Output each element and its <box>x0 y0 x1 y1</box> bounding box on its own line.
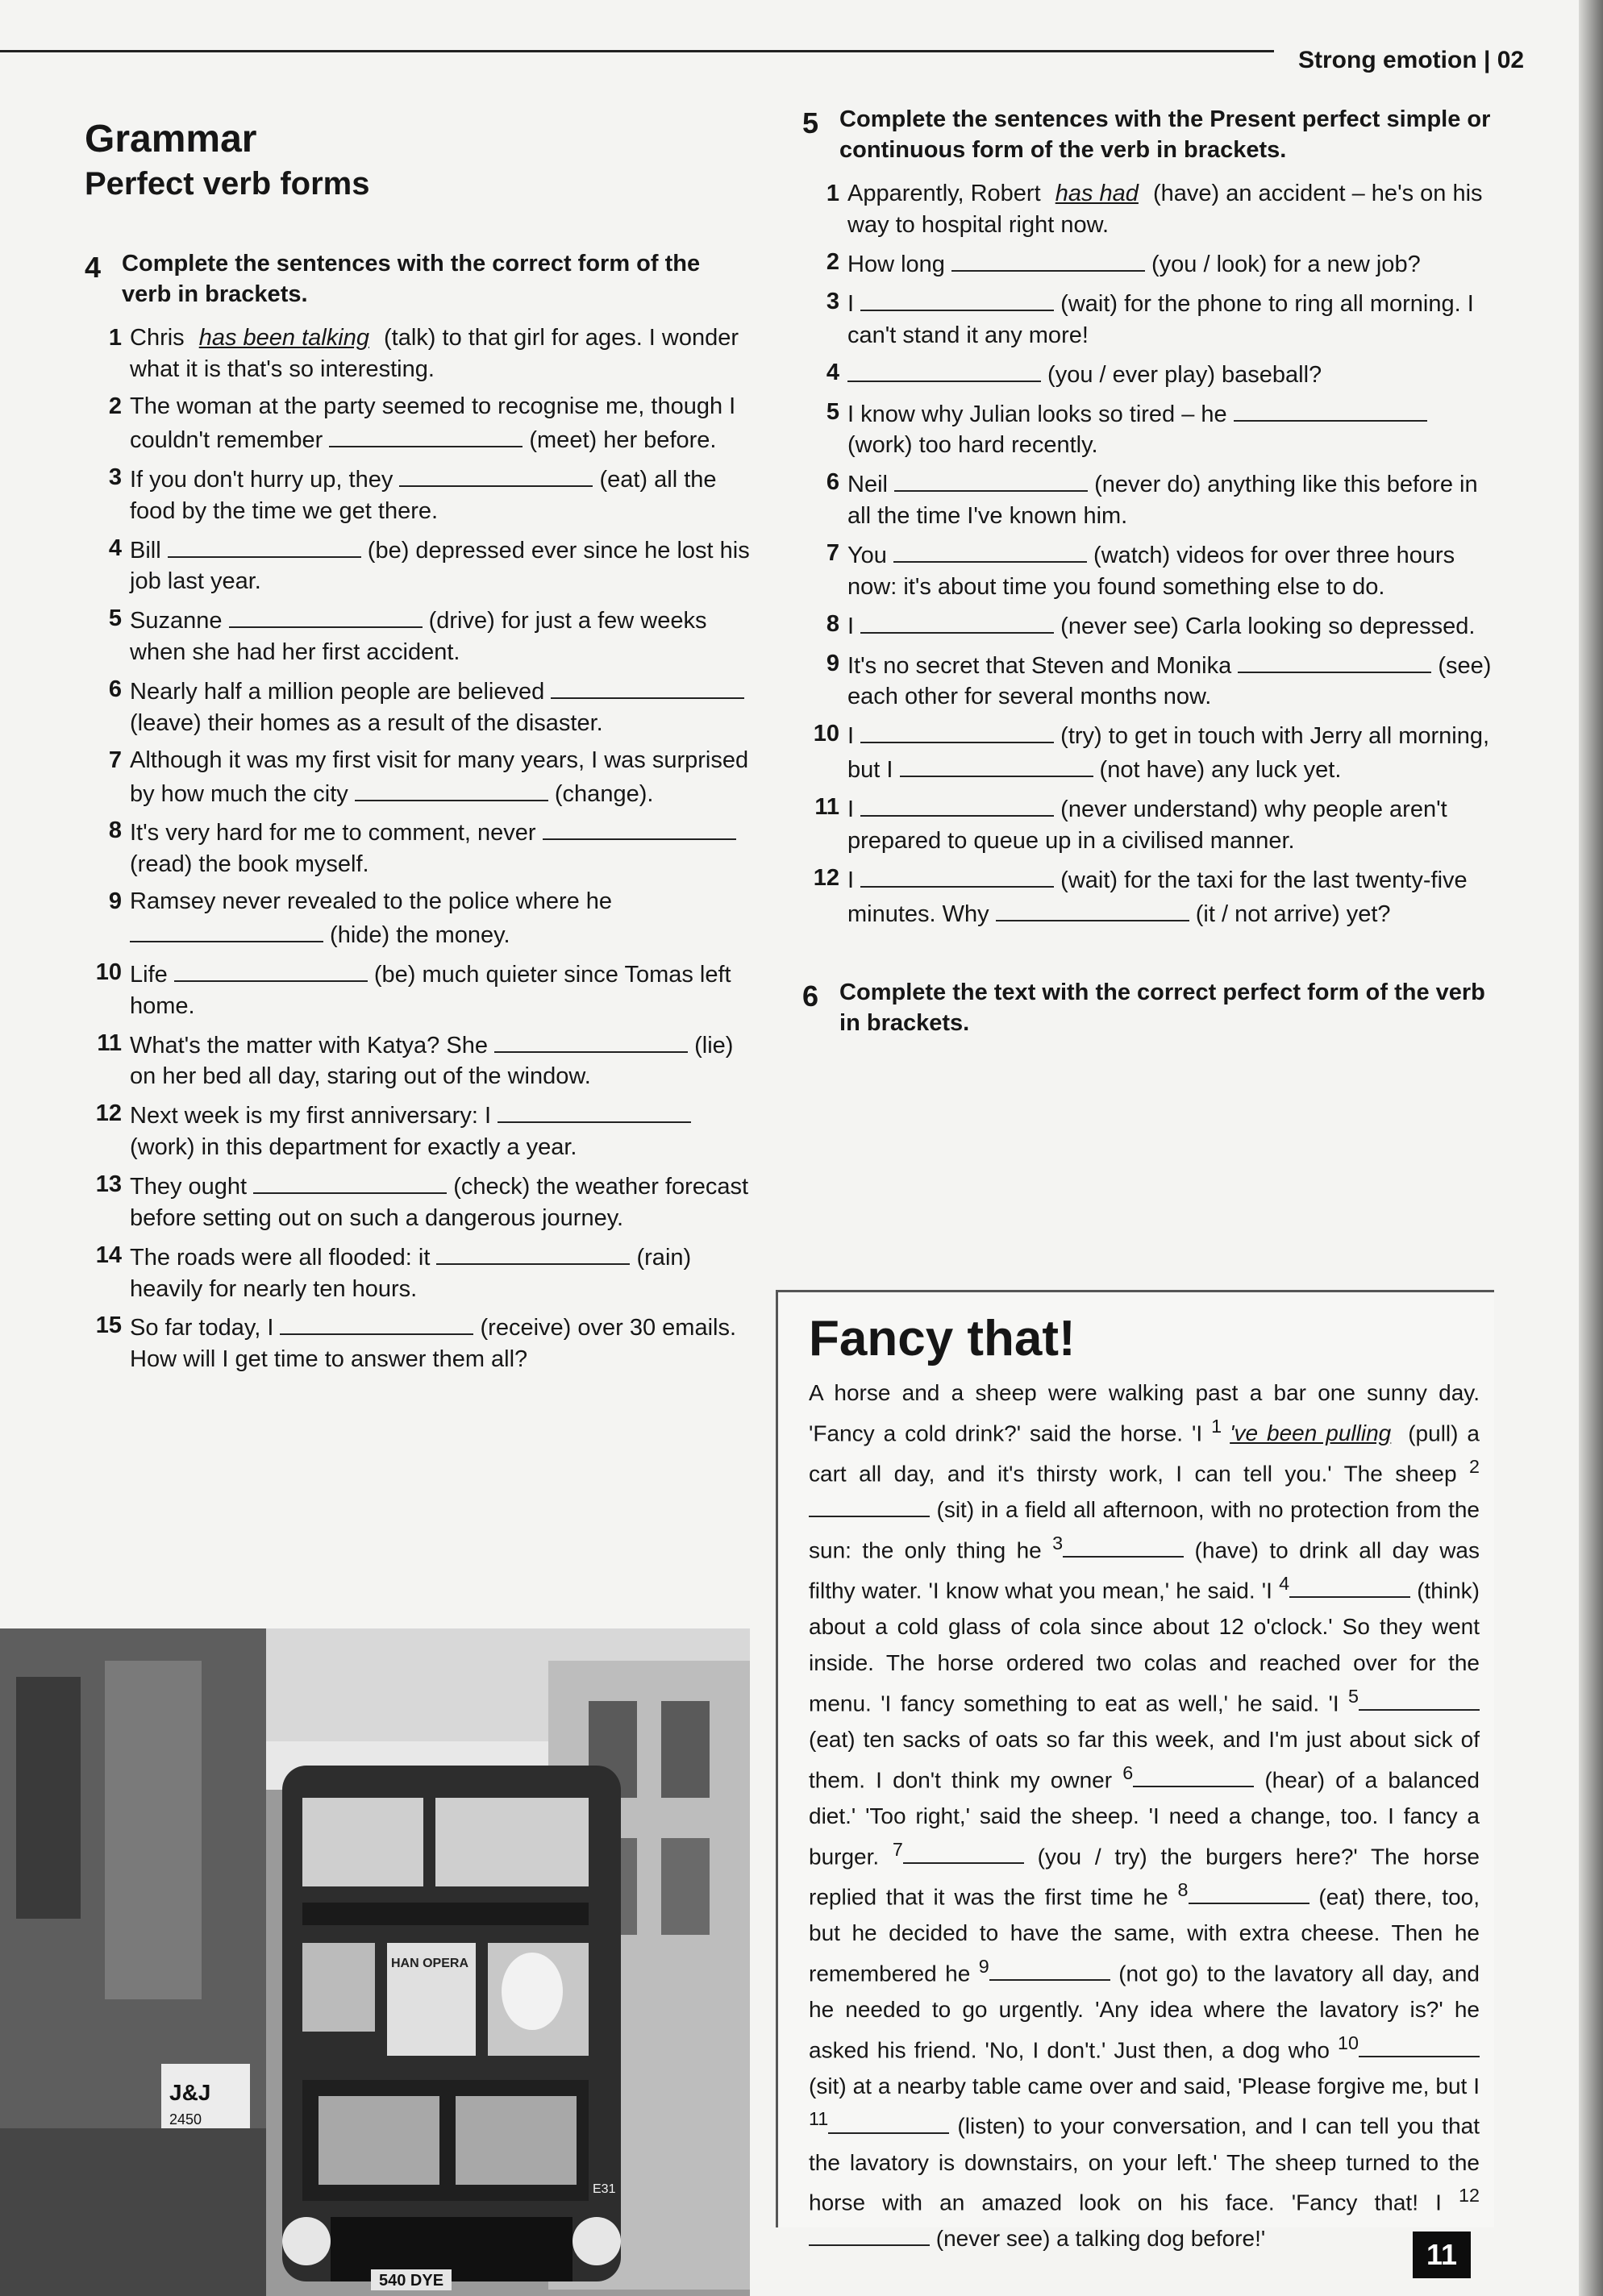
item-text-end: (check) the weather forecast before setting out on such a dangerous journey. <box>130 1174 749 1231</box>
answer-blank[interactable] <box>847 357 1041 382</box>
list-item <box>802 718 1496 786</box>
item-number: 9 <box>108 888 122 915</box>
list-item <box>802 286 1496 351</box>
item-text-end: (leave) their homes as a result of the disaster. <box>130 709 603 736</box>
item-text-end: (have) an accident – he's on his way to hospital right now. <box>847 181 1483 239</box>
item-text-end: (change). <box>548 780 654 807</box>
item-text-end: (hide) the money. <box>323 921 510 948</box>
item-text <box>847 538 1496 603</box>
grammar-heading: Grammar <box>85 118 257 160</box>
gap-number: 7 <box>892 1838 903 1860</box>
item-text-start: You <box>847 542 893 568</box>
list-item <box>802 357 1496 391</box>
list-item <box>85 1169 754 1234</box>
item-text-start: Bill <box>130 537 168 564</box>
story-text-segment: (never see) a talking dog before!' <box>930 2226 1266 2252</box>
item-text-start: Next week is my first anniversary: I <box>130 1103 498 1129</box>
item-text-start: Apparently, Robert <box>847 181 1047 207</box>
answer-blank[interactable] <box>399 462 593 487</box>
item-text <box>130 603 754 668</box>
item-text-middle: (wait) for the taxi for the last twenty-five minutes. Why <box>847 867 1468 927</box>
list-item <box>85 674 754 739</box>
exercise-6-number: 6 <box>802 980 819 1013</box>
item-text-start: What's the matter with Katya? She <box>130 1032 495 1059</box>
list-item <box>85 1310 754 1375</box>
item-text-start: It's very hard for me to comment, never <box>130 820 543 846</box>
answer-blank[interactable] <box>498 1098 691 1123</box>
gap-number: 8 <box>1177 1878 1189 1900</box>
list-item <box>85 815 754 880</box>
list-item <box>85 1240 754 1305</box>
item-text <box>847 357 1496 391</box>
exercise-5-items <box>802 178 1496 930</box>
gap-number: 11 <box>809 2108 829 2130</box>
list-item <box>85 957 754 1022</box>
item-text-start: Neil <box>847 472 895 498</box>
gap-number: 5 <box>1348 1685 1359 1707</box>
shop-sign: J&J <box>169 2080 211 2105</box>
answer-blank[interactable] <box>1189 1880 1309 1904</box>
answer-blank[interactable] <box>893 538 1087 563</box>
bus-plate: 540 DYE <box>379 2272 444 2290</box>
item-number: 4 <box>108 534 122 561</box>
item-text-start: Suzanne <box>130 608 229 634</box>
item-text-end: (wait) for the phone to ring all morning. I can't stand it any more! <box>847 290 1474 348</box>
item-text-start: I <box>847 290 861 317</box>
answer-blank[interactable] <box>130 917 323 942</box>
item-text <box>130 391 754 456</box>
item-number: 5 <box>826 398 839 425</box>
item-text-end: (meet) her before. <box>523 426 717 453</box>
item-text <box>847 247 1496 281</box>
list-item <box>85 745 754 810</box>
story-text-segment: (you / try) the burgers here?' The horse replied that it was the first time he <box>809 1843 1480 1909</box>
item-text-end: (see) each other for several months now. <box>847 652 1492 710</box>
item-text-start: If you don't hurry up, they <box>130 466 400 493</box>
item-text <box>847 397 1496 462</box>
gap-number: 9 <box>978 1955 989 1977</box>
item-number: 6 <box>108 676 122 702</box>
item-text-start: Chris <box>130 325 191 351</box>
answer-blank[interactable] <box>543 815 736 840</box>
story-text-segment: (sit) in a field all afternoon, with no protection from the sun: the only thing he <box>809 1497 1480 1563</box>
item-text-start: They ought <box>130 1174 254 1200</box>
story-text-segment: (eat) ten sacks of oats so far this week, and I'm just about sick of them. I don't think my owner <box>809 1726 1480 1792</box>
exercise-5-heading <box>802 105 1496 165</box>
item-text <box>847 467 1496 532</box>
item-text-start: Ramsey never revealed to the police where he <box>130 888 613 915</box>
item-number: 2 <box>108 393 122 420</box>
example-answer: has had <box>1055 181 1139 207</box>
item-text-end: (eat) all the food by the time we get there. <box>130 466 717 524</box>
header-rule <box>0 50 1274 52</box>
item-text-start: I <box>847 613 861 639</box>
item-number: 13 <box>95 1171 122 1197</box>
gap-number: 6 <box>1122 1762 1134 1783</box>
story-text-segment: (sit) at a nearby table came over and said, 'Please forgive me, but I <box>809 2073 1480 2098</box>
item-number: 3 <box>826 288 839 314</box>
answer-blank[interactable] <box>1289 1574 1410 1598</box>
item-text <box>130 1310 754 1375</box>
exercise-5-instruction: Complete the sentences with the Present perfect simple or continuous form of the verb in brackets. <box>839 106 1491 163</box>
item-text-end: (watch) videos for over three hours now: it's about time you found something else to do. <box>847 542 1455 600</box>
item-text-start: The roads were all flooded: it <box>130 1244 437 1271</box>
item-text-end: (be) depressed ever since he lost his job last year. <box>130 537 750 595</box>
item-text <box>130 533 754 598</box>
page-edge-shadow <box>1579 0 1603 2296</box>
item-number: 14 <box>95 1242 122 1268</box>
item-number: 11 <box>814 793 839 820</box>
item-text <box>130 886 754 951</box>
item-number: 8 <box>826 610 839 637</box>
london-bus-photo <box>0 1628 750 2296</box>
theatre-poster-text: HAN OPERA <box>391 1957 469 1970</box>
left-column <box>85 117 754 1381</box>
exercise-6-heading <box>802 978 1496 1038</box>
item-number: 2 <box>826 249 839 276</box>
item-text <box>130 1098 754 1163</box>
list-item <box>85 1028 754 1093</box>
item-text-end: (never understand) why people aren't prepared to queue up in a civilised manner. <box>847 796 1447 854</box>
item-text-start: It's no secret that Steven and Monika <box>847 652 1239 679</box>
answer-blank[interactable] <box>894 467 1088 492</box>
exercise-5-number: 5 <box>802 106 819 139</box>
answer-blank[interactable] <box>860 863 1054 888</box>
answer-blank[interactable] <box>1234 397 1427 422</box>
item-text-start: I <box>847 867 861 893</box>
item-text <box>130 815 754 880</box>
list-item <box>802 609 1496 643</box>
list-item <box>802 792 1496 857</box>
item-text-end: (read) the book myself. <box>130 851 369 878</box>
page-number: 11 <box>1413 2232 1471 2278</box>
list-item <box>85 886 754 951</box>
item-text <box>847 792 1496 857</box>
item-text-end: (receive) over 30 emails. How will I get time to answer them all? <box>130 1315 737 1373</box>
item-number: 6 <box>826 469 839 496</box>
item-text <box>847 863 1496 930</box>
answer-blank[interactable] <box>860 609 1054 634</box>
answer-blank[interactable] <box>951 247 1145 272</box>
gap-number: 2 <box>1469 1455 1480 1477</box>
item-text-end: (not have) any luck yet. <box>1093 757 1342 784</box>
item-text-start: How long <box>847 252 951 278</box>
item-number: 10 <box>813 721 839 747</box>
header-title: Strong emotion | 02 <box>1298 47 1525 73</box>
item-text <box>130 745 754 810</box>
list-item <box>802 178 1496 241</box>
list-item <box>85 1098 754 1163</box>
story-box <box>776 1290 1494 2252</box>
item-number: 7 <box>826 539 839 566</box>
story-text <box>809 1375 1480 2257</box>
item-text-end: (you / look) for a new job? <box>1144 252 1421 278</box>
item-text-start: Nearly half a million people are believed <box>130 678 552 705</box>
list-item <box>802 397 1496 462</box>
answer-blank[interactable] <box>860 792 1054 817</box>
story-text-segment: (think) about a cold glass of cola since about 12 o'clock.' So they went inside. The horse ordered two colas and reached over for the menu. 'I fancy something to eat as well,' he said. 'I <box>809 1578 1480 1716</box>
item-text-end: (drive) for just a few weeks when she had her first accident. <box>130 608 707 666</box>
answer-blank[interactable] <box>494 1028 688 1053</box>
answer-blank[interactable] <box>1359 1687 1480 1711</box>
list-item <box>85 322 754 385</box>
answer-blank[interactable] <box>1133 1763 1254 1787</box>
exercise-4-items <box>85 322 754 1375</box>
item-text <box>130 322 754 385</box>
item-text-end: (be) much quieter since Tomas left home. <box>130 961 731 1019</box>
answer-blank[interactable] <box>1063 1533 1184 1558</box>
item-text-end: (rain) heavily for nearly ten hours. <box>130 1244 692 1302</box>
item-text-start: Although it was my first visit for many years, I was surprised by how much the city <box>130 747 749 807</box>
exercise-6-instruction: Complete the text with the correct perfect form of the verb in brackets. <box>839 980 1485 1037</box>
item-text-start: I know why Julian looks so tired – he <box>847 401 1234 427</box>
item-number: 7 <box>108 747 122 773</box>
exercise-4-number: 4 <box>85 251 102 284</box>
gap-number: 4 <box>1279 1572 1290 1594</box>
item-text <box>130 674 754 739</box>
story-text-segment: (eat) there, too, but he decided to have the same, with extra cheese. Then he remembered he <box>809 1883 1480 1986</box>
item-number: 8 <box>108 817 122 844</box>
item-number: 10 <box>95 959 122 985</box>
answer-blank[interactable] <box>828 2110 949 2134</box>
gap-number: 10 <box>1338 2032 1359 2053</box>
item-text-end: (talk) to that girl for ages. I wonder what it is that's so interesting. <box>130 325 739 383</box>
item-number: 12 <box>95 1100 122 1127</box>
gap-number: 12 <box>1459 2185 1480 2207</box>
item-number: 12 <box>813 864 839 891</box>
gap-number: 3 <box>1052 1532 1064 1554</box>
answer-blank[interactable] <box>860 286 1054 311</box>
list-item <box>85 533 754 598</box>
exercise-4-heading <box>85 249 754 310</box>
item-text <box>130 1028 754 1093</box>
item-text-start: I <box>847 723 861 750</box>
bus-side-number: E31 <box>593 2182 616 2196</box>
item-number: 11 <box>97 1029 122 1056</box>
example-answer: has been talking <box>198 325 369 351</box>
item-text-start: So far today, I <box>130 1315 281 1341</box>
list-item <box>85 603 754 668</box>
answer-blank[interactable] <box>809 2222 930 2246</box>
answer-blank[interactable] <box>436 1240 630 1265</box>
story-text-segment: (hear) of a balanced diet.' 'Too right,' said the sheep. 'I need a change, too. I fancy a burger. <box>809 1766 1480 1869</box>
list-item <box>802 863 1496 930</box>
item-number: 1 <box>108 325 122 351</box>
item-text <box>130 1240 754 1305</box>
item-number: 4 <box>826 359 839 385</box>
right-column <box>802 105 1496 1039</box>
list-item <box>802 538 1496 603</box>
answer-blank[interactable] <box>1238 648 1431 673</box>
item-number: 5 <box>108 605 122 632</box>
item-text <box>130 1169 754 1234</box>
story-text-segment: (have) to drink all day was filthy water. 'I know what you mean,' he said. 'I <box>809 1537 1480 1603</box>
gap-number: 1 <box>1211 1415 1222 1437</box>
story-text-segment: (not go) to the lavatory all day, and he needed to go urgently. 'Any idea where the lavatory is?' he asked his friend. 'No, I don't.' Just then, a dog who <box>809 1960 1480 2062</box>
answer-blank[interactable] <box>355 776 548 801</box>
item-text <box>847 718 1496 786</box>
list-item <box>802 247 1496 281</box>
list-item <box>802 648 1496 713</box>
story-text-segment: A horse and a sheep were walking past a bar one sunny day. 'Fancy a cold drink?' said the horse. 'I <box>809 1380 1480 1446</box>
item-number: 1 <box>826 181 839 207</box>
exercise-4-instruction: Complete the sentences with the correct form of the verb in brackets. <box>122 251 701 307</box>
shop-sign-number: 2450 <box>169 2111 202 2128</box>
answer-blank[interactable] <box>989 1957 1110 1981</box>
story-text-segment: (listen) to your conversation, and I can tell you that the lavatory is downstairs, on your left.' The sheep turned to the horse with an amazed look on his face. 'Fancy that! I <box>809 2113 1480 2215</box>
story-title: Fancy that! <box>809 1311 1076 1366</box>
answer-blank[interactable] <box>900 752 1093 777</box>
example-answer: 've been pulling <box>1230 1420 1392 1446</box>
item-text <box>130 462 754 527</box>
item-text-end: (it / not arrive) yet? <box>1189 901 1391 927</box>
item-text-middle: (try) to get in touch with Jerry all morning, but I <box>847 723 1490 784</box>
item-text-start: The woman at the party seemed to recognise me, though I couldn't remember <box>130 393 736 453</box>
answer-blank[interactable] <box>809 1493 930 1517</box>
answer-blank[interactable] <box>860 718 1054 743</box>
item-text-end: (you / ever play) baseball? <box>1041 361 1322 388</box>
answer-blank[interactable] <box>168 533 361 558</box>
item-text <box>847 648 1496 713</box>
answer-blank[interactable] <box>903 1840 1024 1864</box>
item-text-end: (never see) Carla looking so depressed. <box>1054 613 1476 639</box>
grammar-subheading: Perfect verb forms <box>85 166 370 202</box>
answer-blank[interactable] <box>174 957 368 982</box>
answer-blank[interactable] <box>229 603 423 628</box>
list-item <box>802 467 1496 532</box>
item-text-end: (work) too hard recently. <box>847 432 1098 459</box>
item-text-start: I <box>847 796 861 822</box>
item-text-end: (never do) anything like this before in all the time I've known him. <box>847 472 1478 530</box>
answer-blank[interactable] <box>280 1310 473 1335</box>
answer-blank[interactable] <box>329 422 523 447</box>
item-text <box>130 957 754 1022</box>
item-number: 15 <box>95 1312 122 1339</box>
item-text-end: (work) in this department for exactly a year. <box>130 1134 577 1161</box>
item-text <box>847 178 1496 241</box>
item-number: 9 <box>826 650 839 676</box>
answer-blank[interactable] <box>551 674 744 699</box>
story-text-segment: (pull) a cart all day, and it's thirsty work, I can tell you.' The sheep <box>809 1420 1480 1487</box>
list-item <box>85 391 754 456</box>
answer-blank[interactable] <box>253 1169 447 1194</box>
item-text <box>847 286 1496 351</box>
item-text-end: (lie) on her bed all day, staring out of the window. <box>130 1032 734 1090</box>
item-number: 3 <box>108 464 122 490</box>
answer-blank[interactable] <box>1359 2033 1480 2057</box>
item-text <box>847 609 1496 643</box>
item-text-start: Life <box>130 961 174 988</box>
answer-blank[interactable] <box>996 896 1189 921</box>
list-item <box>85 462 754 527</box>
